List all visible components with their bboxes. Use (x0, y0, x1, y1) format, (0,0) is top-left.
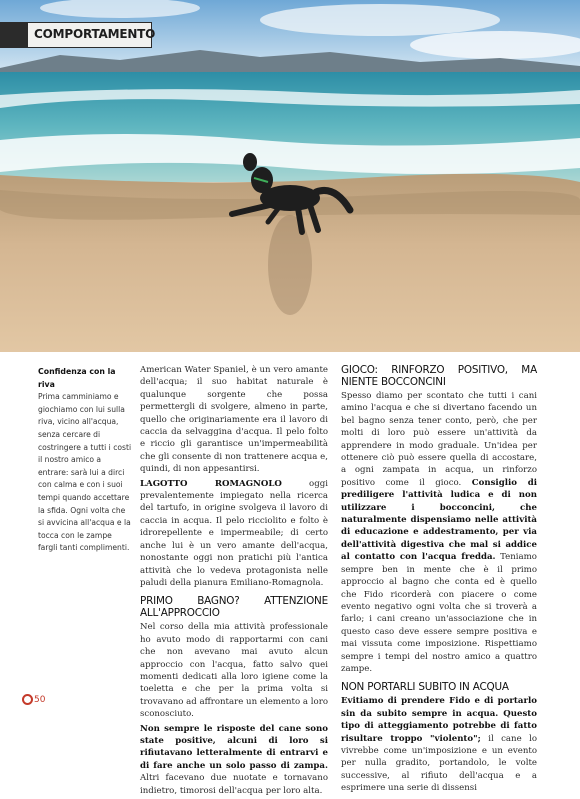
subheading: GIOCO: RINFORZO POSITIVO, MA NIENTE BOCCONCINI (341, 364, 537, 388)
magazine-logo-icon (22, 694, 33, 705)
article-column-2 (341, 364, 537, 797)
paragraph (341, 695, 537, 794)
subheading: PRIMO BAGNO? ATTENZIONE ALL'APPROCCIO (140, 595, 328, 620)
page-number-text: 50 (34, 695, 46, 705)
paragraph (140, 723, 328, 797)
paragraph-text: Spesso diamo per scontato che tutti i cani amino l'acqua e che si divertano facendo un bel bagno senza tener conto, però, che per molti di loro può essere un'attività da apprendere in modo graduale. Un'idea per ottenere ciò può essere quella di accostare, a ogni zampata in acqua, un rinforzo positivo come il gioco. (341, 391, 537, 488)
article-column-1 (140, 364, 328, 799)
sidebar-title: Confidenza con la riva (38, 367, 116, 389)
sidebar-box (38, 366, 133, 555)
hero-photo (0, 0, 580, 352)
beach-dog-image (0, 0, 580, 352)
paragraph-text: il cane lo vivrebbe come un'imposizione e un evento per nulla gradito, portandolo, le volte successive, al rifiuto dell'acqua e a esprimere una serie di dissensi (341, 733, 537, 794)
emphasis-text: Non sempre le risposte del cane sono state positive, alcuni di loro si rifiutavano letteralmente di entrarvi e di fare anche un solo passo di zampa. (140, 723, 328, 771)
paragraph: American Water Spaniel, è un vero amante dell'acqua; il suo habitat naturale è qualunque sorgente che possa permettergli di svolgere, almeno in parte, quello che originariamente era il lavoro di caccia da selvaggina d'acqua. Il pelo folto e riccio gli garantisce un'impermeabilità che gli consente di non trattenere acqua e, quindi, di non appesantirsi. (140, 365, 328, 475)
paragraph: Nel corso della mia attività professionale ho avuto modo di rapportarmi con cani che non avevano mai avuto alcun approccio con l'acqua, fatto salvo quei momenti dedicati alla loro igiene come la toeletta e che per la prima volta si trovavano ad affrontare un elemento a loro sconosciuto. (140, 622, 328, 720)
section-tag-bar (0, 23, 28, 47)
paragraph-text: Altri facevano due nuotate e tornavano indietro, timorosi dell'acqua per loro alta. (140, 773, 328, 796)
section-label: COMPORTAMENTO (34, 27, 156, 41)
paragraph-text: Teniamo sempre ben in mente che è il primo approccio al bagno che conta ed è quello che Fido ricorderà con piacere o come evento negativo ogni volta che si troverà a farlo; i cani creano un'associazione che in questo caso deve essere sempre positiva e mai vissuta come imposizione. Rispettiamo sempre i tempi del nostro amico a quattro zampe. (341, 552, 537, 674)
section-tag (0, 22, 156, 48)
subheading: NON PORTARLI SUBITO IN ACQUA (341, 681, 509, 694)
sidebar-body: Prima camminiamo e giochiamo con lui sulla riva, vicino all'acqua, senza cercare di costringere a tutti i costi il nostro amico a entrare: sarà lui a dirci con calma e con i suoi tempi quando accettare la sfida. Ogni volta che si avvicina all'acqua e la tocca con le zampe fargli tanti complimenti. (38, 392, 132, 553)
paragraph-text: oggi prevalentemente impiegato nella ricerca del tartufo, in origine svolgeva il lavoro di caccia in acqua. Il pelo ricciolito e folto è idrorepellente e impermeabile; di certo anche lui è un vero amante dell'acqua, nonostante oggi non pratichi più l'antica attività che lo vedeva protagonista nelle paludi della pianura Emiliano-Romagnola. (140, 478, 328, 588)
paragraph (341, 390, 537, 675)
emphasis-text: Evitiamo di prendere Fido e di portarlo sin da subito sempre in acqua. Questo tipo di atteggiamento potrebbe di fatto risultare troppo "violento"; (341, 696, 537, 744)
paragraph (140, 478, 328, 590)
page-number (22, 694, 45, 705)
breed-name: LAGOTTO ROMAGNOLO (140, 478, 282, 489)
emphasis-text: Consiglio di prediligere l'attività ludica e di non utilizzare i bocconcini, che naturalmente dispensiamo nelle attività di educazione e addestramento, per via dell'attività digestiva che mal si addice al contatto con l'acqua fredda. (341, 477, 537, 563)
